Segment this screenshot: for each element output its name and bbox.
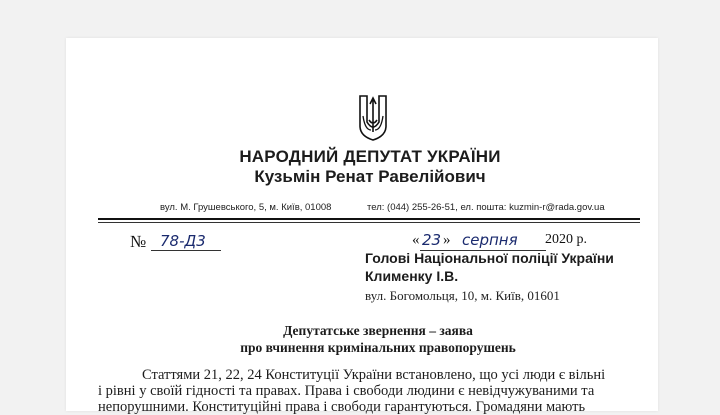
- date-year: 2020 р.: [545, 232, 587, 247]
- trident-emblem-icon: [357, 92, 389, 142]
- letter-body: [98, 367, 635, 415]
- deputy-title: НАРОДНИЙ ДЕПУТАТ УКРАЇНИ: [239, 147, 501, 166]
- number-underline: [151, 250, 221, 251]
- body-line: Статтями 21, 22, 24 Конституції України встановлено, що усі люди є вільні: [142, 367, 606, 383]
- deputy-name: Кузьмін Ренат Равелійович: [254, 167, 486, 186]
- number-label: №: [130, 232, 147, 251]
- outgoing-number: 78-Д3: [160, 232, 206, 250]
- header-divider-thin: [98, 222, 640, 223]
- body-line: непорушними. Конституційні права і свободи гарантуються. Громадяни мають: [98, 399, 586, 415]
- recipient-name: Клименку І.В.: [365, 268, 459, 284]
- recipient-title: Голові Національної поліції України: [365, 250, 614, 266]
- date-month: серпня: [462, 231, 518, 249]
- subject-subtitle: про вчинення кримінальних правопорушень: [240, 340, 516, 355]
- sender-address: вул. М. Грушевського, 5, м. Київ, 01008: [160, 202, 332, 213]
- date-close-quote: »: [443, 232, 451, 248]
- date-open-quote: «: [412, 232, 420, 248]
- sender-contacts: тел: (044) 255-26-51, ел. пошта: kuzmin-r@rada.gov.ua: [367, 202, 605, 213]
- header-divider-thick: [98, 218, 640, 220]
- body-line: і рівні у своїй гідності та правах. Права і свободи людини є невідчужуваними та: [98, 383, 595, 399]
- recipient-address: вул. Богомольця, 10, м. Київ, 01601: [365, 288, 560, 303]
- date-day: 23: [422, 231, 442, 249]
- subject-title: Депутатське звернення – заява: [283, 323, 473, 338]
